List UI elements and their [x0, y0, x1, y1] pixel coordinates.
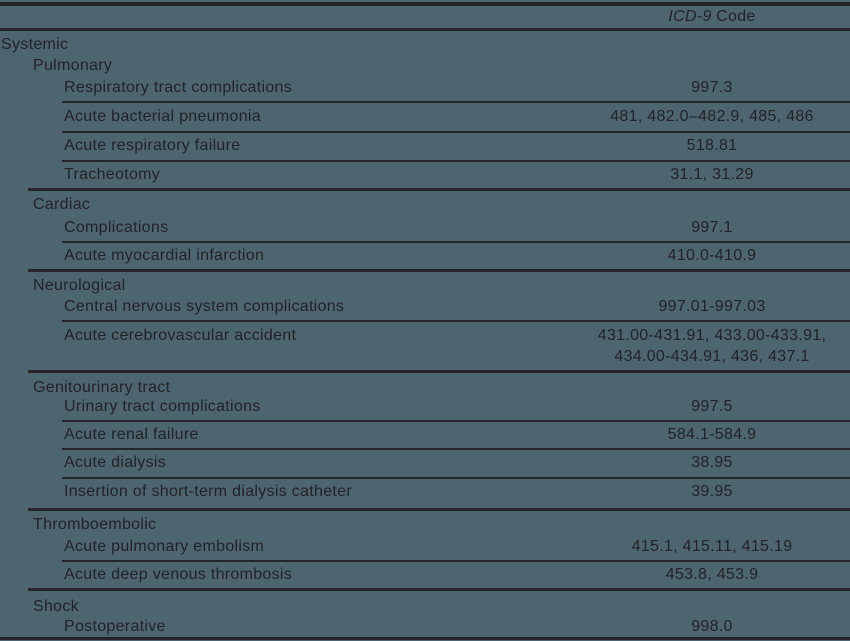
table-bottom-border	[0, 637, 850, 640]
row-separator	[62, 131, 850, 133]
section-header-shock	[0, 596, 850, 618]
row-code: 410.0-410.9	[667, 247, 757, 264]
row-code: 453.8, 453.9	[665, 566, 759, 583]
row-label: Acute respiratory failure	[64, 137, 241, 154]
table-row	[0, 481, 850, 503]
table-row	[0, 164, 850, 186]
table-row	[0, 396, 850, 418]
header-icd9-italic: ICD-9	[668, 8, 712, 25]
section-label: Shock	[33, 598, 79, 615]
row-code	[574, 325, 850, 367]
row-code: 481, 482.0–482.9, 485, 486	[610, 108, 814, 125]
row-separator	[62, 560, 850, 562]
table-row	[0, 245, 850, 267]
table-row	[0, 296, 850, 318]
section-separator	[28, 588, 850, 591]
row-code: 31.1, 31.29	[670, 166, 754, 183]
row-separator	[62, 477, 850, 479]
row-label: Respiratory tract complications	[64, 79, 293, 96]
section-separator	[28, 188, 850, 191]
row-label: Acute deep venous thrombosis	[64, 566, 293, 583]
row-code: 997.1	[691, 219, 733, 236]
column-header-icd9-code	[574, 6, 850, 28]
row-separator	[62, 320, 850, 322]
table-row	[0, 217, 850, 239]
section-label: Cardiac	[33, 196, 91, 213]
row-label: Postoperative	[64, 618, 166, 635]
table-row	[0, 135, 850, 157]
row-label: Acute renal failure	[64, 426, 199, 443]
table-row	[0, 77, 850, 99]
header-underline	[0, 28, 850, 31]
row-label: Acute bacterial pneumonia	[64, 108, 261, 125]
table-row	[0, 452, 850, 474]
row-separator	[62, 101, 850, 103]
header-code-text: Code	[716, 8, 756, 25]
row-code: 39.95	[691, 483, 733, 500]
section-label: Systemic	[1, 36, 69, 53]
row-code: 998.0	[691, 618, 733, 635]
row-code: 997.3	[691, 79, 733, 96]
section-header-systemic	[0, 34, 850, 56]
row-code: 997.5	[691, 398, 733, 415]
row-code: 584.1-584.9	[667, 426, 757, 443]
row-label: Acute cerebrovascular accident	[64, 327, 297, 344]
row-separator	[62, 420, 850, 422]
row-label: Acute dialysis	[64, 454, 167, 471]
section-header-neurological	[0, 275, 850, 297]
row-code-line2: 434.00-434.91, 436, 437.1	[614, 348, 810, 365]
table-row	[0, 616, 850, 638]
row-label: Acute pulmonary embolism	[64, 538, 265, 555]
section-separator	[28, 508, 850, 511]
row-label: Tracheotomy	[64, 166, 161, 183]
section-label: Pulmonary	[33, 57, 113, 74]
row-code-line1: 431.00-431.91, 433.00-433.91,	[597, 327, 827, 344]
table-row	[0, 536, 850, 558]
table-row	[0, 106, 850, 128]
section-separator	[28, 370, 850, 373]
section-header-thromboembolic	[0, 514, 850, 536]
table-row	[0, 424, 850, 446]
section-header-pulmonary	[0, 55, 850, 77]
table-row	[0, 325, 850, 369]
table-row	[0, 564, 850, 586]
row-code: 415.1, 415.11, 415.19	[631, 538, 793, 555]
row-code: 997.01-997.03	[658, 298, 766, 315]
row-code: 38.95	[691, 454, 733, 471]
section-label: Neurological	[33, 277, 126, 294]
row-separator	[62, 160, 850, 162]
row-label: Urinary tract complications	[64, 398, 261, 415]
row-label: Central nervous system complications	[64, 298, 345, 315]
row-separator	[62, 448, 850, 450]
row-label: Insertion of short-term dialysis catheter	[64, 483, 352, 500]
section-label: Genitourinary tract	[33, 379, 171, 396]
section-separator	[28, 269, 850, 272]
row-code: 518.81	[686, 137, 738, 154]
row-label: Complications	[64, 219, 169, 236]
section-label: Thromboembolic	[33, 516, 157, 533]
section-header-cardiac	[0, 194, 850, 216]
row-separator	[62, 241, 850, 243]
row-label: Acute myocardial infarction	[64, 247, 265, 264]
